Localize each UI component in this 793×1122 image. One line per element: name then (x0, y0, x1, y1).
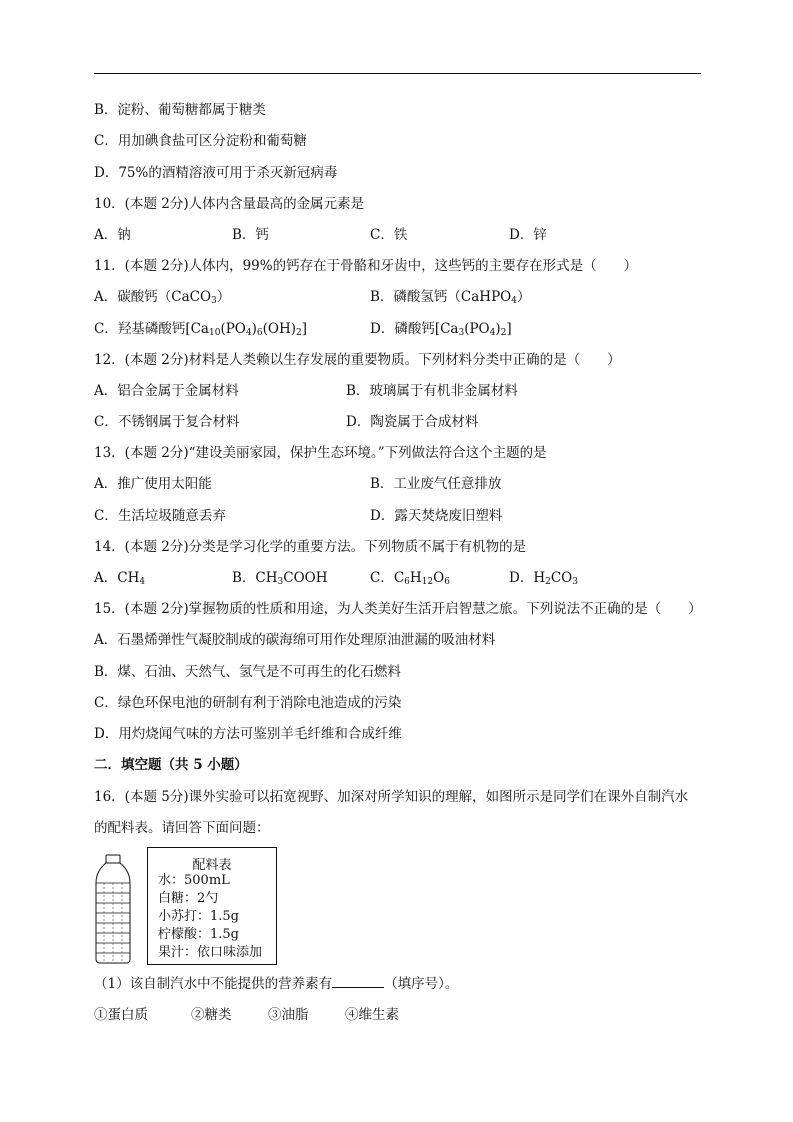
q12-option-b: B．玻璃属于有机非金属材料 (346, 383, 518, 399)
q13-option-b: B．工业废气任意排放 (370, 476, 502, 492)
q14-stem: 14．(本题 2分)分类是学习化学的重要方法。下列物质不属于有机物的是 (94, 539, 527, 555)
q9-option-d: D．75%的酒精溶液可用于杀灭新冠病毒 (94, 165, 338, 181)
q12-option-d: D．陶瓷属于合成材料 (346, 414, 479, 430)
q12-stem: 12．(本题 2分)材料是人类赖以生存发展的重要物质。下列材料分类中正确的是（ ） (94, 352, 621, 368)
q11-option-b: B．磷酸氢钙（CaHPO$_4$） (370, 289, 531, 306)
q14-option-b: B．$CH_3COOH$ (232, 570, 328, 587)
section-heading: 二．填空题（共 5 小题） (94, 757, 248, 773)
q13-option-a: A．推广使用太阳能 (94, 476, 212, 492)
recipe-line: 白糖：2勺 (158, 891, 219, 906)
q13-stem: 13．(本题 2分)“建设美丽家园，保护生态环境。”下列做法符合这个主题的是 (94, 445, 547, 461)
q12-option-c: C．不锈钢属于复合材料 (94, 414, 240, 430)
recipe-line: 水：500mL (158, 873, 230, 888)
recipe-title: 配料表 (192, 858, 232, 873)
q16-subquestion-1: （1）该自制汽水中不能提供的营养素有 （填序号）。 (94, 976, 459, 992)
q12-option-a: A．铝合金属于金属材料 (94, 383, 239, 399)
q10-option-c: C．铁 (370, 227, 408, 243)
recipe-table (147, 847, 277, 965)
q15-option-a: A．石墨烯弹性气凝胶制成的碳海绵可用作处理原油泄漏的吸油材料 (94, 632, 496, 648)
recipe-line: 果汁：依口味添加 (158, 945, 263, 960)
q16-stem-line1: 16．(本题 5分)课外实验可以拓宽视野、加深对所学知识的理解，如图所示是同学们在课外自制汽水 (94, 789, 689, 805)
q13-option-d: D．露天焚烧废旧塑料 (370, 508, 503, 524)
q15-option-b: B．煤、石油、天然气、氢气是不可再生的化石燃料 (94, 664, 401, 680)
q16-option-3: ③油脂 (268, 1007, 309, 1023)
q16-option-2: ②糖类 (191, 1007, 232, 1023)
q14-option-a: A．$CH_4$ (94, 570, 146, 587)
q14-option-c: C．$C_6H_{12}O_6$ (370, 570, 450, 587)
q15-option-c: C．绿色环保电池的研制有利于消除电池造成的污染 (94, 695, 402, 711)
q11-stem: 11．(本题 2分)人体内，99%的钙存在于骨骼和牙齿中，这些钙的主要存在形式是（ ） (94, 258, 638, 274)
q11-option-c: C．羟基磷酸钙$[Ca_{10}(PO_4)_6(OH)_2]$ (94, 321, 307, 338)
q16-stem-line2: 的配料表。请回答下面问题： (94, 820, 270, 836)
q11-option-a: A．碳酸钙（CaCO$_3$） (94, 289, 231, 306)
q10-option-b: B．钙 (232, 227, 269, 243)
q9-option-b: B．淀粉、葡萄糖都属于糖类 (94, 102, 266, 118)
recipe-line: 小苏打：1.5g (158, 909, 239, 924)
q13-option-c: C．生活垃圾随意丢弃 (94, 508, 226, 524)
q16-option-1: ①蛋白质 (94, 1007, 148, 1023)
q9-option-c: C．用加碘食盐可区分淀粉和葡萄糖 (94, 133, 307, 149)
q10-stem: 10．(本题 2分)人体内含量最高的金属元素是 (94, 196, 365, 212)
bottle-illustration (92, 853, 134, 965)
q11-option-d: D．磷酸钙$[Ca_3(PO_4)_2]$ (370, 321, 512, 338)
answer-blank[interactable] (332, 975, 384, 988)
recipe-line: 柠檬酸：1.5g (158, 927, 239, 942)
header-rule (94, 73, 701, 74)
q10-option-a: A．钠 (94, 227, 131, 243)
q10-option-d: D．锌 (509, 227, 547, 243)
q14-option-d: D．$H_2CO_3$ (509, 570, 578, 587)
q16-option-4: ④维生素 (345, 1007, 399, 1023)
q15-option-d: D．用灼烧闻气味的方法可鉴别羊毛纤维和合成纤维 (94, 726, 402, 742)
q15-stem: 15．(本题 2分)掌握物质的性质和用途，为人类美好生活开启智慧之旅。下列说法不正确的是（ ） (94, 601, 702, 617)
